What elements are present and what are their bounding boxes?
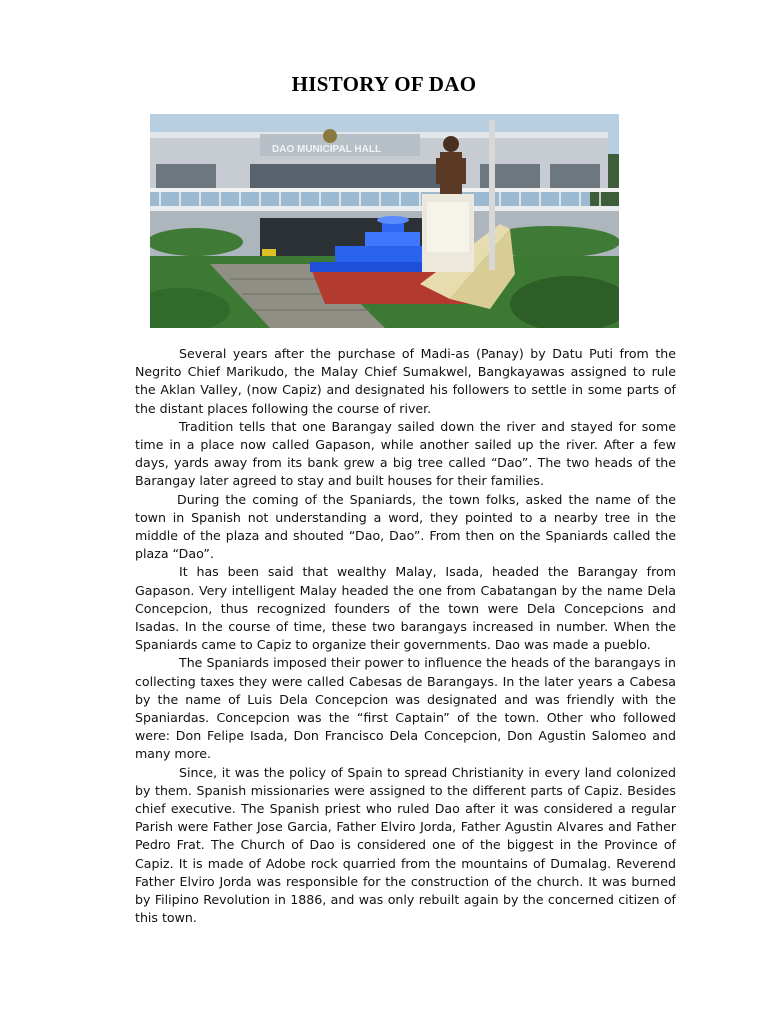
paragraph: During the coming of the Spaniards, the town folks, asked the name of the town in Spanish not understanding a word, they pointed to a nearby tree in the middle of the plaza and shouted “Dao, Dao”. From then on the Spaniards called the plaza “Dao”. — [135, 491, 676, 562]
paragraph: Tradition tells that one Barangay sailed down the river and stayed for some time in a place now called Gapason, while another sailed up the river. After a few days, yards away from its bank grew a big tree called “Dao”. The two heads of the Barangay later agreed to stay and built houses for their families. — [135, 418, 676, 489]
building-sign: DAO MUNICIPAL HALL — [272, 144, 382, 155]
paragraph: Since, it was the policy of Spain to spread Christianity in every land colonized by them. Spanish missionaries were assigned to the different parts of Capiz. Besides chief executive. The Spanish priest who ruled Dao after it was considered a regular Parish were Father Jose Garcia, Father Elviro Jorda, Father Agustin Alvares and Father Pedro Frat. The Church of Dao is considered one of the biggest in the Province of Capiz. It is made of Adobe rock quarried from the mountains of Dumalag. Reverend Father Elviro Jorda was responsible for the construction of the church. It was burned by Filipino Revolution in 1886, and was only rebuilt again by the concerned citizen of this town. — [135, 764, 676, 926]
municipal-hall-photo — [150, 114, 619, 328]
municipal-hall-illustration — [150, 114, 619, 328]
page-title: HISTORY OF DAO — [291, 72, 477, 96]
paragraph: It has been said that wealthy Malay, Isada, headed the Barangay from Gapason. Very intelligent Malay headed the one from Cabatangan by the name Dela Concepcion, thus recognized founders of the town were Dela Concepcions and Isadas. In the course of time, these two barangays increased in number. When the Spaniards came to Capiz to organize their governments. Dao was made a pueblo. — [135, 564, 676, 653]
paragraph: Several years after the purchase of Madi-as (Panay) by Datu Puti from the Negrito Chief Marikudo, the Malay Chief Sumakwel, Bangkayawas assigned to rule the Aklan Valley, (now Capiz) and designated his followers to settle in some parts of the distant places following the course of river. — [135, 346, 676, 416]
paragraph: The Spaniards imposed their power to influence the heads of the barangays in collecting taxes they were called Cabesas de Barangays. In the later years a Cabesa by the name of Luis Dela Concepcion was designated and was friendly with the Spaniardas. Concepcion was the “first Captain” of the town. Other who followed were: Don Felipe Isada, Don Francisco Dela Concepcion, Don Agustin Salomeo and many more. — [135, 655, 676, 762]
history-body — [135, 345, 676, 928]
